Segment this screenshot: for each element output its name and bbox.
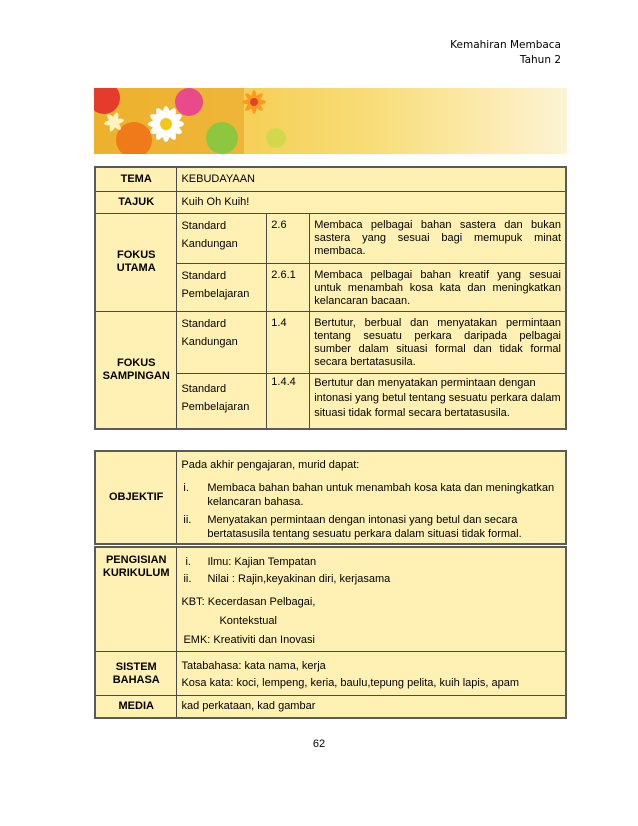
standard-code: 1.4: [267, 311, 310, 373]
standard-type-line1: Standard: [181, 269, 227, 282]
fokus-utama-label-line1: FOKUS: [116, 249, 156, 261]
standard-code: 2.6: [267, 213, 310, 263]
tema-value: KEBUDAYAAN: [177, 167, 566, 191]
fokus-sampingan-label-line2: SAMPINGAN: [102, 369, 170, 382]
pengisian-label-line2: KURIKULUM: [102, 567, 170, 579]
pengisian-label: [95, 547, 177, 652]
pengisian-item: [181, 554, 561, 571]
standard-type: [177, 311, 267, 373]
page-number: 62: [312, 738, 326, 750]
tema-row: [95, 167, 566, 191]
sistem-content: [177, 652, 566, 696]
sistem-label-line1: SISTEM: [115, 660, 157, 673]
page-header: [450, 38, 561, 68]
pengisian-table: [94, 546, 567, 719]
standard-code: 2.6.1: [267, 263, 310, 311]
emk-line: EMK: Kreativiti dan Inovasi: [183, 634, 315, 646]
header-year: Tahun 2: [519, 54, 561, 66]
standard-code: 1.4.4: [267, 373, 310, 429]
objektif-item-num: ii.: [183, 514, 192, 526]
pengisian-item-num: i.: [185, 556, 191, 568]
standard-type-line2: Kandungan: [181, 237, 238, 250]
standard-text: Membaca pelbagai bahan sastera dan bukan sastera yang sesuai bagi memupuk minat membaca.: [310, 213, 566, 263]
pengisian-item-num: ii.: [183, 573, 192, 585]
objektif-row: [95, 451, 566, 544]
standard-type: [177, 213, 267, 263]
sistem-label: [95, 652, 177, 696]
media-row: [95, 696, 566, 718]
standard-text: Membaca pelbagai bahan kreatif yang sesuai untuk menambah kosa kata dan meningkatkan kelancaran bacaan.: [310, 263, 566, 311]
objektif-content: [177, 451, 566, 544]
fokus-utama-label-line2: UTAMA: [116, 262, 156, 274]
standard-type-line1: Standard: [181, 317, 227, 330]
pengisian-label-line1: PENGISIAN: [105, 554, 167, 566]
objektif-item-num: i.: [183, 482, 189, 494]
pengisian-item-text: Ilmu: Kajian Tempatan: [207, 556, 317, 568]
kosa-kata-line: Kosa kata: koci, lempeng, keria, baulu,tepung pelita, kuih lapis, apam: [181, 677, 519, 689]
tatabahasa-line: Tatabahasa: kata nama, kerja: [181, 660, 326, 672]
flower-banner-icon: [94, 88, 567, 154]
header-subject: Kemahiran Membaca: [450, 39, 561, 51]
kbt-line2: Kontekstual: [219, 615, 277, 627]
lesson-table-main: [94, 166, 567, 430]
pengisian-content: [177, 547, 566, 652]
objektif-intro: Pada akhir pengajaran, murid dapat:: [181, 459, 360, 471]
fokus-utama-row-1: [95, 213, 566, 263]
standard-type-line2: Pembelajaran: [181, 400, 250, 413]
flower-banner: [94, 88, 567, 154]
sistem-label-line2: BAHASA: [112, 673, 160, 686]
tajuk-label: TAJUK: [95, 191, 177, 213]
standard-type: [177, 373, 267, 429]
standard-text: Bertutur, berbual dan menyatakan permintaan tentang sesuatu perkara daripada pelbagai sumber dalam situasi formal dan tidak formal secara bertatasusila.: [310, 311, 566, 373]
objektif-label: OBJEKTIF: [95, 451, 177, 544]
pengisian-item-text: Nilai : Rajin,keyakinan diri, kerjasama: [207, 573, 391, 585]
media-value: kad perkataan, kad gambar: [177, 696, 566, 718]
standard-type: [177, 263, 267, 311]
pengisian-item: [181, 571, 561, 588]
objektif-item-text: Membaca bahan bahan untuk menambah kosa kata dan meningkatkan kelancaran bahasa.: [207, 482, 555, 508]
fokus-sampingan-row-1: [95, 311, 566, 373]
objektif-table: [94, 450, 567, 545]
standard-type-line2: Pembelajaran: [181, 287, 250, 300]
objektif-item: [181, 513, 561, 541]
kbt-line: KBT: Kecerdasan Pelbagai,: [181, 596, 316, 608]
pengisian-row: [95, 547, 566, 652]
tema-label: TEMA: [95, 167, 177, 191]
sistem-row: [95, 652, 566, 696]
media-label: MEDIA: [95, 696, 177, 718]
tajuk-value: Kuih Oh Kuih!: [177, 191, 566, 213]
objektif-item: [181, 481, 561, 509]
fokus-sampingan-label: [95, 311, 177, 429]
standard-type-line1: Standard: [181, 219, 227, 232]
standard-type-line1: Standard: [181, 382, 227, 395]
tajuk-row: [95, 191, 566, 213]
standard-text: Bertutur dan menyatakan permintaan dengan intonasi yang betul tentang sesuatu perkara dalam situasi tidak formal secara bertatasusila.: [310, 373, 566, 429]
fokus-sampingan-label-line1: FOKUS: [116, 356, 156, 369]
standard-type-line2: Kandungan: [181, 335, 238, 348]
fokus-utama-label: [95, 213, 177, 311]
objektif-item-text: Menyatakan permintaan dengan intonasi yang betul dan secara bertatasusila tentang sesuatu perkara dalam situasi tidak formal.: [207, 514, 522, 540]
